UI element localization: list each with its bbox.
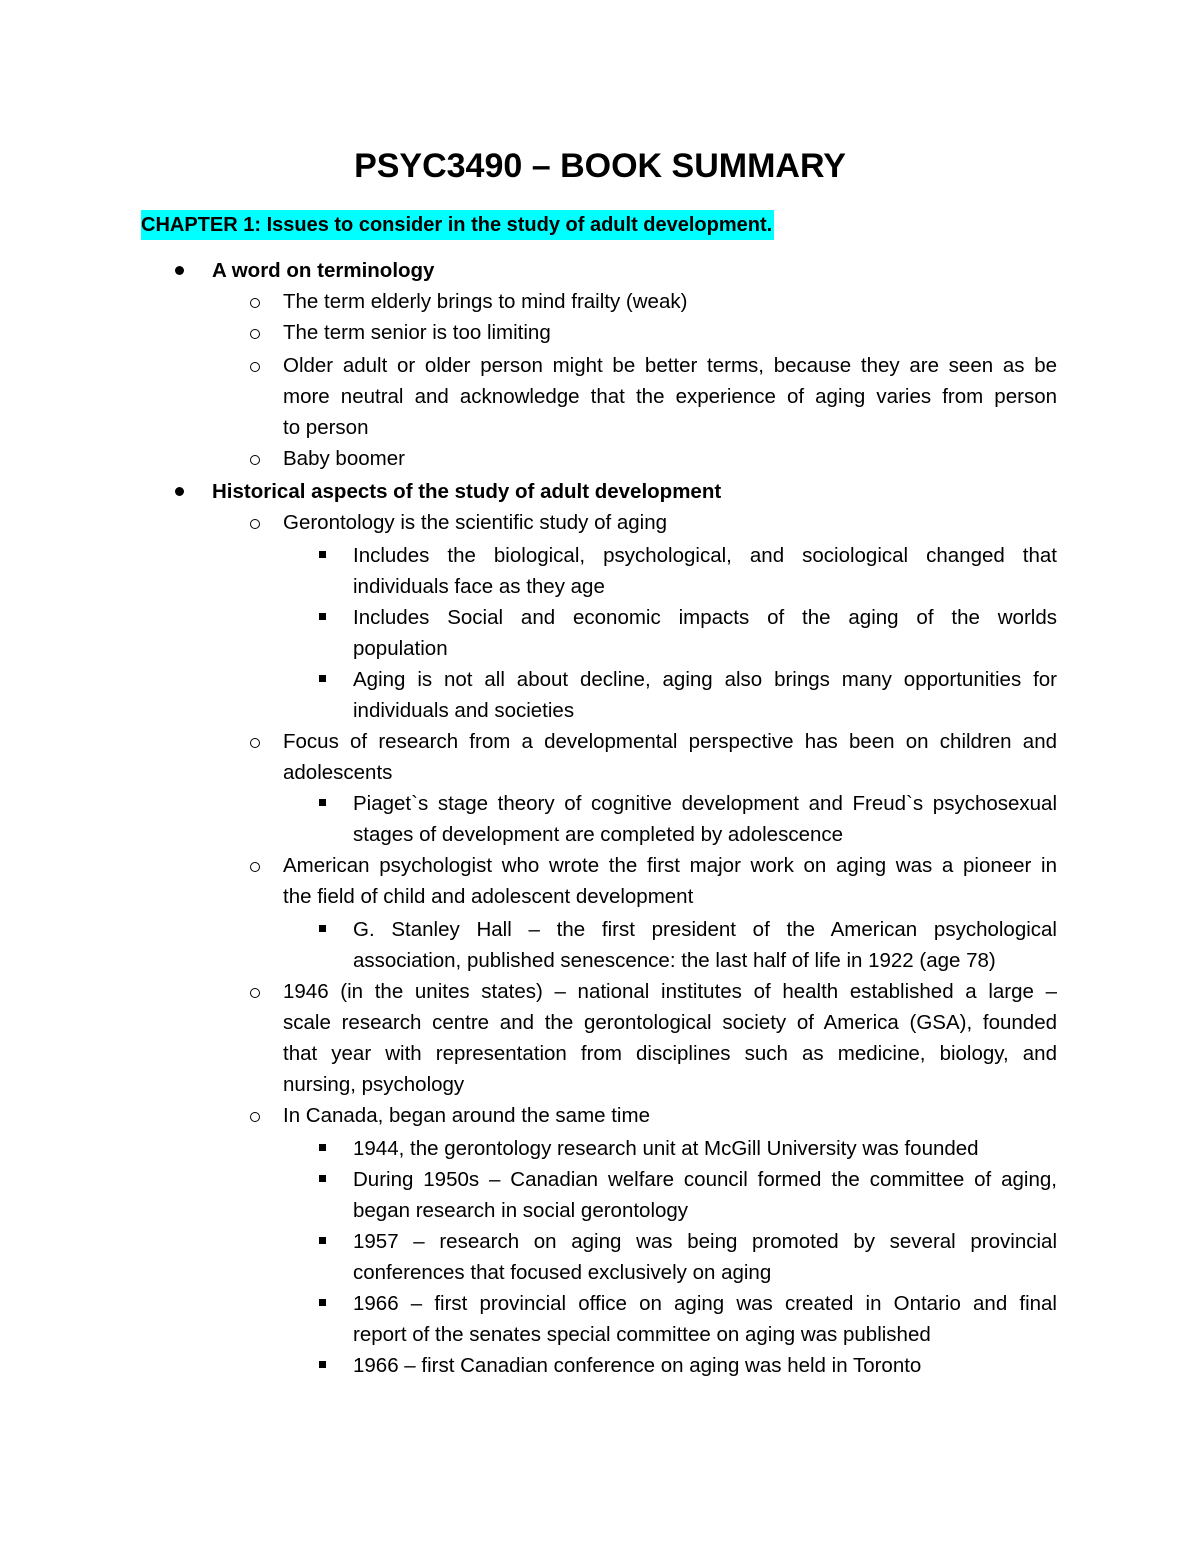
list-item: G. Stanley Hall – the first president of the American psychological (353, 918, 1057, 941)
list-item-continuation: report of the senates special committee on aging was published (353, 1323, 931, 1346)
bullet-square-icon (319, 1361, 326, 1368)
bullet-circle-icon (250, 519, 260, 529)
bullet-circle-icon (250, 329, 260, 339)
list-item-continuation: that year with representation from disciplines such as medicine, biology, and (283, 1042, 1057, 1065)
list-item: Includes the biological, psychological, and sociological changed that (353, 544, 1057, 567)
list-item: In Canada, began around the same time (283, 1104, 650, 1127)
list-item: 1966 – first provincial office on aging was created in Ontario and final (353, 1292, 1057, 1315)
bullet-circle-icon (250, 362, 260, 372)
list-item-continuation: association, published senescence: the last half of life in 1922 (age 78) (353, 949, 996, 972)
bullet-square-icon (319, 1237, 326, 1244)
bullet-circle-icon (250, 298, 260, 308)
list-item-continuation: began research in social gerontology (353, 1199, 689, 1222)
list-item-continuation: scale research centre and the gerontological society of America (GSA), founded (283, 1011, 1057, 1034)
list-item: 1944, the gerontology research unit at McGill University was founded (353, 1137, 979, 1160)
list-item: Focus of research from a developmental perspective has been on children and (283, 730, 1057, 753)
list-item: During 1950s – Canadian welfare council formed the committee of aging, (353, 1168, 1057, 1191)
list-item: American psychologist who wrote the first major work on aging was a pioneer in (283, 854, 1057, 877)
list-item-continuation: population (353, 637, 448, 660)
bullet-disc-icon (175, 487, 184, 496)
bullet-disc-icon (175, 266, 184, 275)
bullet-square-icon (319, 925, 326, 932)
document-title: PSYC3490 – BOOK SUMMARY (354, 147, 846, 185)
list-item-continuation: stages of development are completed by adolescence (353, 823, 844, 846)
list-item: The term senior is too limiting (283, 321, 551, 344)
list-item: Includes Social and economic impacts of the aging of the worlds (353, 606, 1057, 629)
chapter-heading: CHAPTER 1: Issues to consider in the study of adult development. (141, 210, 774, 240)
list-item-continuation: adolescents (283, 761, 393, 784)
bullet-square-icon (319, 1299, 326, 1306)
bullet-circle-icon (250, 738, 260, 748)
bullet-square-icon (319, 799, 326, 806)
bullet-square-icon (319, 1144, 326, 1151)
list-item: The term elderly brings to mind frailty (weak) (283, 290, 688, 313)
bullet-circle-icon (250, 1112, 260, 1122)
list-item: 1946 (in the unites states) – national institutes of health established a large – (283, 980, 1057, 1003)
list-item: Baby boomer (283, 447, 405, 470)
list-item-continuation: individuals face as they age (353, 575, 605, 598)
list-item: 1966 – first Canadian conference on aging was held in Toronto (353, 1354, 922, 1377)
bullet-square-icon (319, 551, 326, 558)
bullet-square-icon (319, 675, 326, 682)
list-item-continuation: the field of child and adolescent development (283, 885, 694, 908)
list-item: A word on terminology (212, 259, 435, 282)
bullet-square-icon (319, 613, 326, 620)
bullet-circle-icon (250, 862, 260, 872)
list-item: Piaget`s stage theory of cognitive development and Freud`s psychosexual (353, 792, 1057, 815)
bullet-circle-icon (250, 455, 260, 465)
list-item-continuation: individuals and societies (353, 699, 575, 722)
list-item-continuation: nursing, psychology (283, 1073, 465, 1096)
list-item-continuation: conferences that focused exclusively on aging (353, 1261, 772, 1284)
list-item: Gerontology is the scientific study of aging (283, 511, 668, 534)
list-item: Historical aspects of the study of adult development (212, 480, 722, 503)
list-item: 1957 – research on aging was being promoted by several provincial (353, 1230, 1057, 1253)
list-item: Older adult or older person might be better terms, because they are seen as be (283, 354, 1057, 377)
list-item-continuation: to person (283, 416, 369, 439)
list-item: Aging is not all about decline, aging also brings many opportunities for (353, 668, 1057, 691)
list-item-continuation: more neutral and acknowledge that the experience of aging varies from person (283, 385, 1057, 408)
bullet-square-icon (319, 1175, 326, 1182)
bullet-circle-icon (250, 988, 260, 998)
